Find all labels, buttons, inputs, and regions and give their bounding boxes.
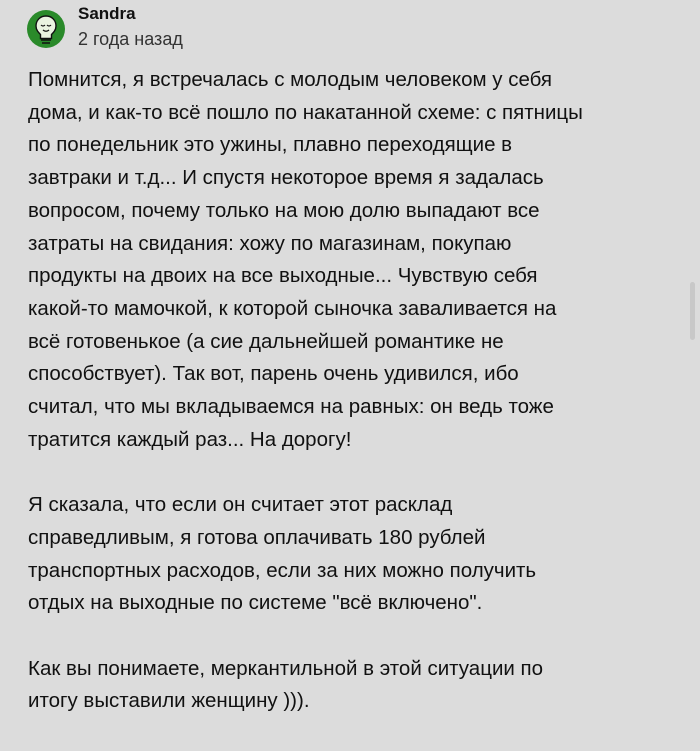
comment-paragraph: Как вы понимаете, меркантильной в этой ситуации по итогу выставили женщину ))).: [28, 656, 544, 713]
lightbulb-face-icon: [27, 10, 65, 48]
comment-body: [28, 64, 668, 751]
comment-paragraph: Помнится, я встречалась с молодым человеком у себя дома, и как-то всё пошло по накатанной схеме: с пятницы по понедельник это ужины, плавно переходящие в завтраки и т.д... И спустя некоторое время я задалась вопросом, почему только на мою долю выпадают все затраты на свидания: хожу по магазинам, покупаю продукты на двоих на все выходные... Чувствую себя какой-то мамочкой, к которой сыночка заваливается на всё готовенькое (а сие дальнейшей романтике не способствует). Так вот, парень очень удивился, ибо считал, что мы вкладываемся на равных: он ведь тоже тратится каждый раз... На дорогу!: [28, 68, 583, 451]
comment-paragraph: Я сказала, что если он считает этот расклад справедливым, я готова оплачивать 180 рублей транспортных расходов, если за них можно получить отдых на выходные по системе "всё включено".: [28, 493, 537, 615]
scrollbar[interactable]: [690, 282, 695, 340]
avatar[interactable]: [27, 10, 65, 48]
comment-timestamp: 2 года назад: [78, 29, 183, 49]
author-name[interactable]: Sandra: [78, 4, 136, 23]
